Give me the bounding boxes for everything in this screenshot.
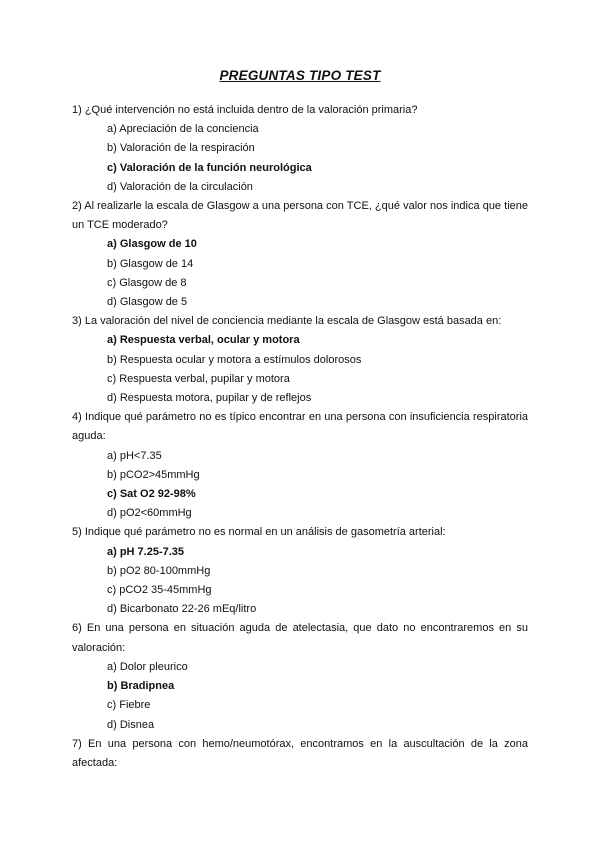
answer-option: d) pO2<60mmHg <box>107 507 192 520</box>
answer-option-correct: c) Sat O2 92-98% <box>107 488 196 501</box>
answer-option-correct: a) Respuesta verbal, ocular y motora <box>107 334 300 347</box>
answer-option: b) pO2 80-100mmHg <box>107 564 211 577</box>
answer-option: a) Apreciación de la conciencia <box>107 123 259 136</box>
question-list <box>72 101 528 773</box>
question-5: 5) Indique qué parámetro no es normal en un análisis de gasometría arterial: <box>72 526 446 539</box>
answer-option-correct: c) Valoración de la función neurológica <box>107 161 312 174</box>
question-6: 6) En una persona en situación aguda de atelectasia, que dato no encontraremos en su valoración: <box>72 622 528 654</box>
answer-option: b) Valoración de la respiración <box>107 142 255 155</box>
answer-option: a) Dolor pleurico <box>107 660 188 673</box>
answer-option: c) Fiebre <box>107 699 151 712</box>
question-1: 1) ¿Qué intervención no está incluida dentro de la valoración primaria? <box>72 104 418 116</box>
answer-option: c) Glasgow de 8 <box>107 276 187 289</box>
answer-option: d) Glasgow de 5 <box>107 296 188 309</box>
answer-option: d) Valoración de la circulación <box>107 180 253 193</box>
question-3: 3) La valoración del nivel de conciencia mediante la escala de Glasgow está basada en: <box>72 315 502 328</box>
answer-option-correct: b) Bradipnea <box>107 680 175 693</box>
page-title: PREGUNTAS TIPO TEST <box>219 68 381 83</box>
question-4: 4) Indique qué parámetro no es típico encontrar en una persona con insuficiencia respiratoria aguda: <box>72 411 528 443</box>
answer-option-correct: a) Glasgow de 10 <box>107 238 197 251</box>
answer-option: b) Glasgow de 14 <box>107 257 194 270</box>
answer-option: a) pH<7.35 <box>107 449 162 462</box>
answer-option: b) Respuesta ocular y motora a estímulos dolorosos <box>107 353 362 366</box>
answer-option: d) Bicarbonato 22-26 mEq/litro <box>107 603 257 616</box>
answer-option-correct: a) pH 7.25-7.35 <box>107 545 185 558</box>
answer-option: c) Respuesta verbal, pupilar y motora <box>107 372 290 385</box>
answer-option: c) pCO2 35-45mmHg <box>107 584 212 597</box>
question-2: 2) Al realizarle la escala de Glasgow a una persona con TCE, ¿qué valor nos indica que tiene un TCE moderado? <box>72 200 528 232</box>
question-7: 7) En una persona con hemo/neumotórax, encontramos en la auscultación de la zona afectada: <box>72 737 528 769</box>
answer-option: d) Disnea <box>107 718 155 731</box>
answer-option: b) pCO2>45mmHg <box>107 468 200 481</box>
answer-option: d) Respuesta motora, pupilar y de reflejos <box>107 392 312 405</box>
